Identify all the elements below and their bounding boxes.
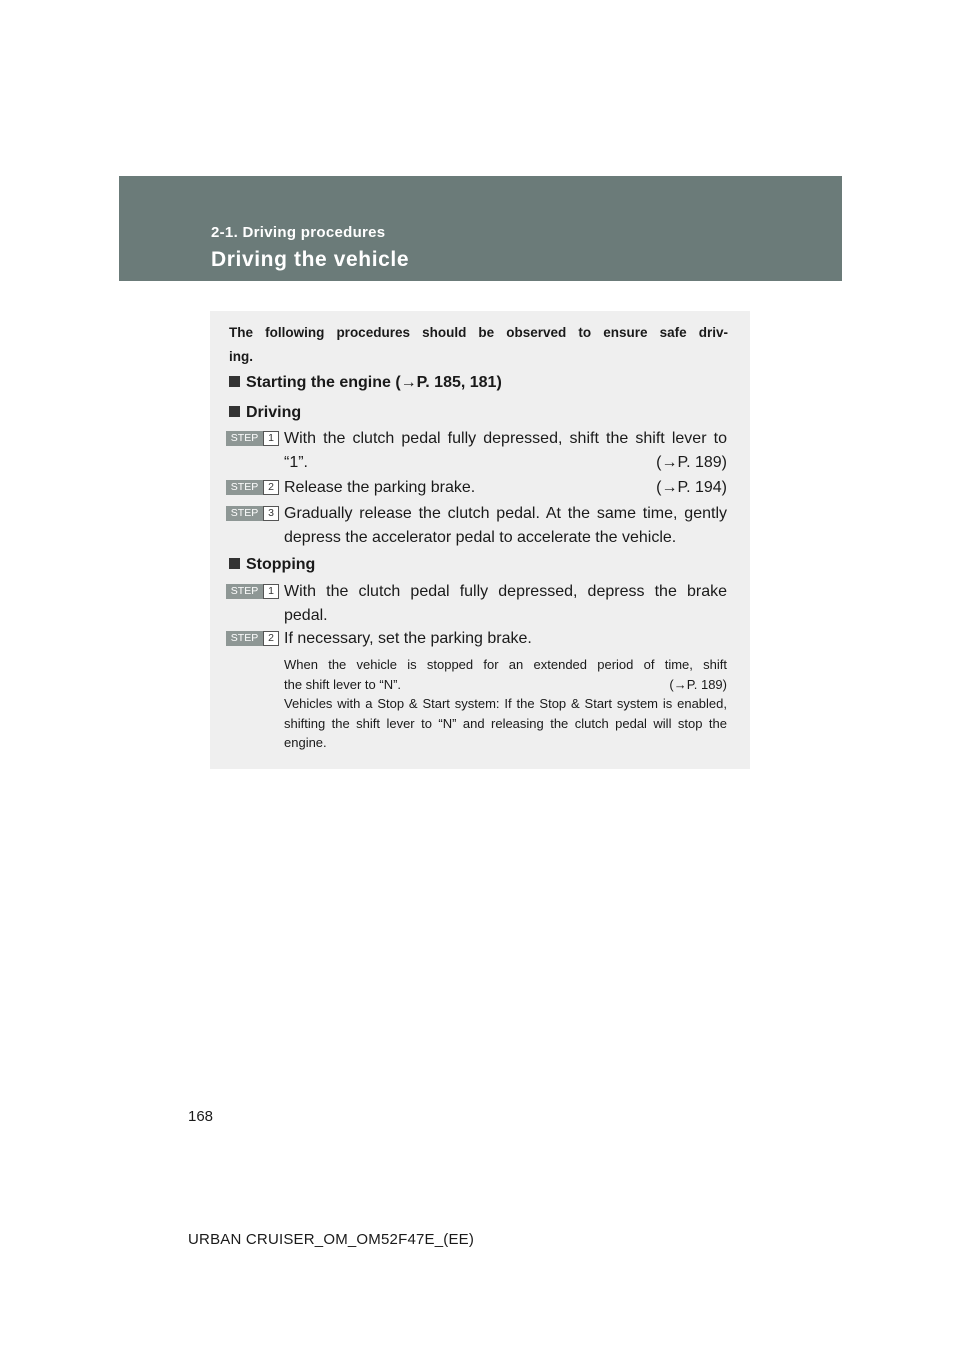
heading-driving-label: Driving — [246, 404, 302, 421]
note-line-2: the shift lever to “N”. — [284, 676, 402, 692]
section-label: 2-1. Driving procedures — [211, 224, 386, 241]
heading-stopping-label: Stopping — [246, 556, 316, 573]
page-reference: (→P. 189) — [656, 454, 727, 471]
stopping-step-1-line-1: With the clutch pedal fully depressed, depress the brake — [284, 583, 727, 600]
step-badge-word: STEP — [226, 584, 263, 599]
stopping-step-1 — [284, 580, 727, 628]
heading-driving — [229, 404, 301, 422]
stopping-step-1-line-2: pedal. — [284, 607, 328, 624]
note-line-1: When the vehicle is stopped for an extended period of time, shift — [284, 657, 727, 672]
driving-step-1-line-1: With the clutch pedal fully depressed, shift the shift lever to — [284, 430, 727, 447]
step-badge — [226, 431, 278, 446]
heading-starting-engine — [229, 374, 502, 392]
intro-line-2: ing. — [229, 349, 253, 364]
driving-step-1 — [284, 427, 727, 475]
page-title: Driving the vehicle — [211, 248, 410, 271]
step-badge-word: STEP — [226, 506, 263, 521]
step-badge-word: STEP — [226, 431, 263, 446]
step-badge — [226, 584, 278, 599]
driving-step-3-line-1: Gradually release the clutch pedal. At the same time, gently — [284, 505, 727, 522]
driving-step-2 — [284, 476, 727, 500]
chapter-header-band — [119, 176, 842, 281]
intro-text — [229, 321, 728, 369]
step-badge-number: 2 — [263, 480, 279, 495]
page-number: 168 — [188, 1108, 214, 1125]
stopping-note — [284, 655, 727, 753]
page-reference: (→P. 189) — [669, 676, 727, 692]
page-reference: (→P. 194) — [656, 479, 727, 496]
square-bullet-icon — [229, 376, 240, 387]
square-bullet-icon — [229, 558, 240, 569]
heading-starting-label: Starting the engine (→P. 185, 181) — [246, 374, 502, 391]
stopping-step-2-line-1: If necessary, set the parking brake. — [284, 630, 532, 647]
step-badge-number: 1 — [263, 431, 279, 446]
note-paragraph-2: Vehicles with a Stop & Start system: If the Stop & Start system is enabled, shifting the shift lever to “N” and releasing the clutch pedal will stop the engine. — [284, 696, 727, 750]
step-badge — [226, 631, 278, 646]
step-badge — [226, 480, 278, 495]
heading-stopping — [229, 556, 315, 574]
driving-step-2-line-1: Release the parking brake. — [284, 479, 476, 496]
step-badge-word: STEP — [226, 631, 263, 646]
driving-step-3-line-2: depress the accelerator pedal to accelerate the vehicle. — [284, 529, 677, 546]
intro-line-1: The following procedures should be observed to ensure safe driv- — [229, 325, 728, 340]
procedure-box — [210, 311, 750, 769]
document-code: URBAN CRUISER_OM_OM52F47E_(EE) — [188, 1231, 475, 1248]
step-badge-word: STEP — [226, 480, 263, 495]
square-bullet-icon — [229, 406, 240, 417]
stopping-step-2 — [284, 627, 727, 651]
step-badge — [226, 506, 278, 521]
driving-step-1-line-2: “1”. — [284, 454, 308, 471]
driving-step-3 — [284, 502, 727, 550]
step-badge-number: 2 — [263, 631, 279, 646]
step-badge-number: 1 — [263, 584, 279, 599]
step-badge-number: 3 — [263, 506, 279, 521]
